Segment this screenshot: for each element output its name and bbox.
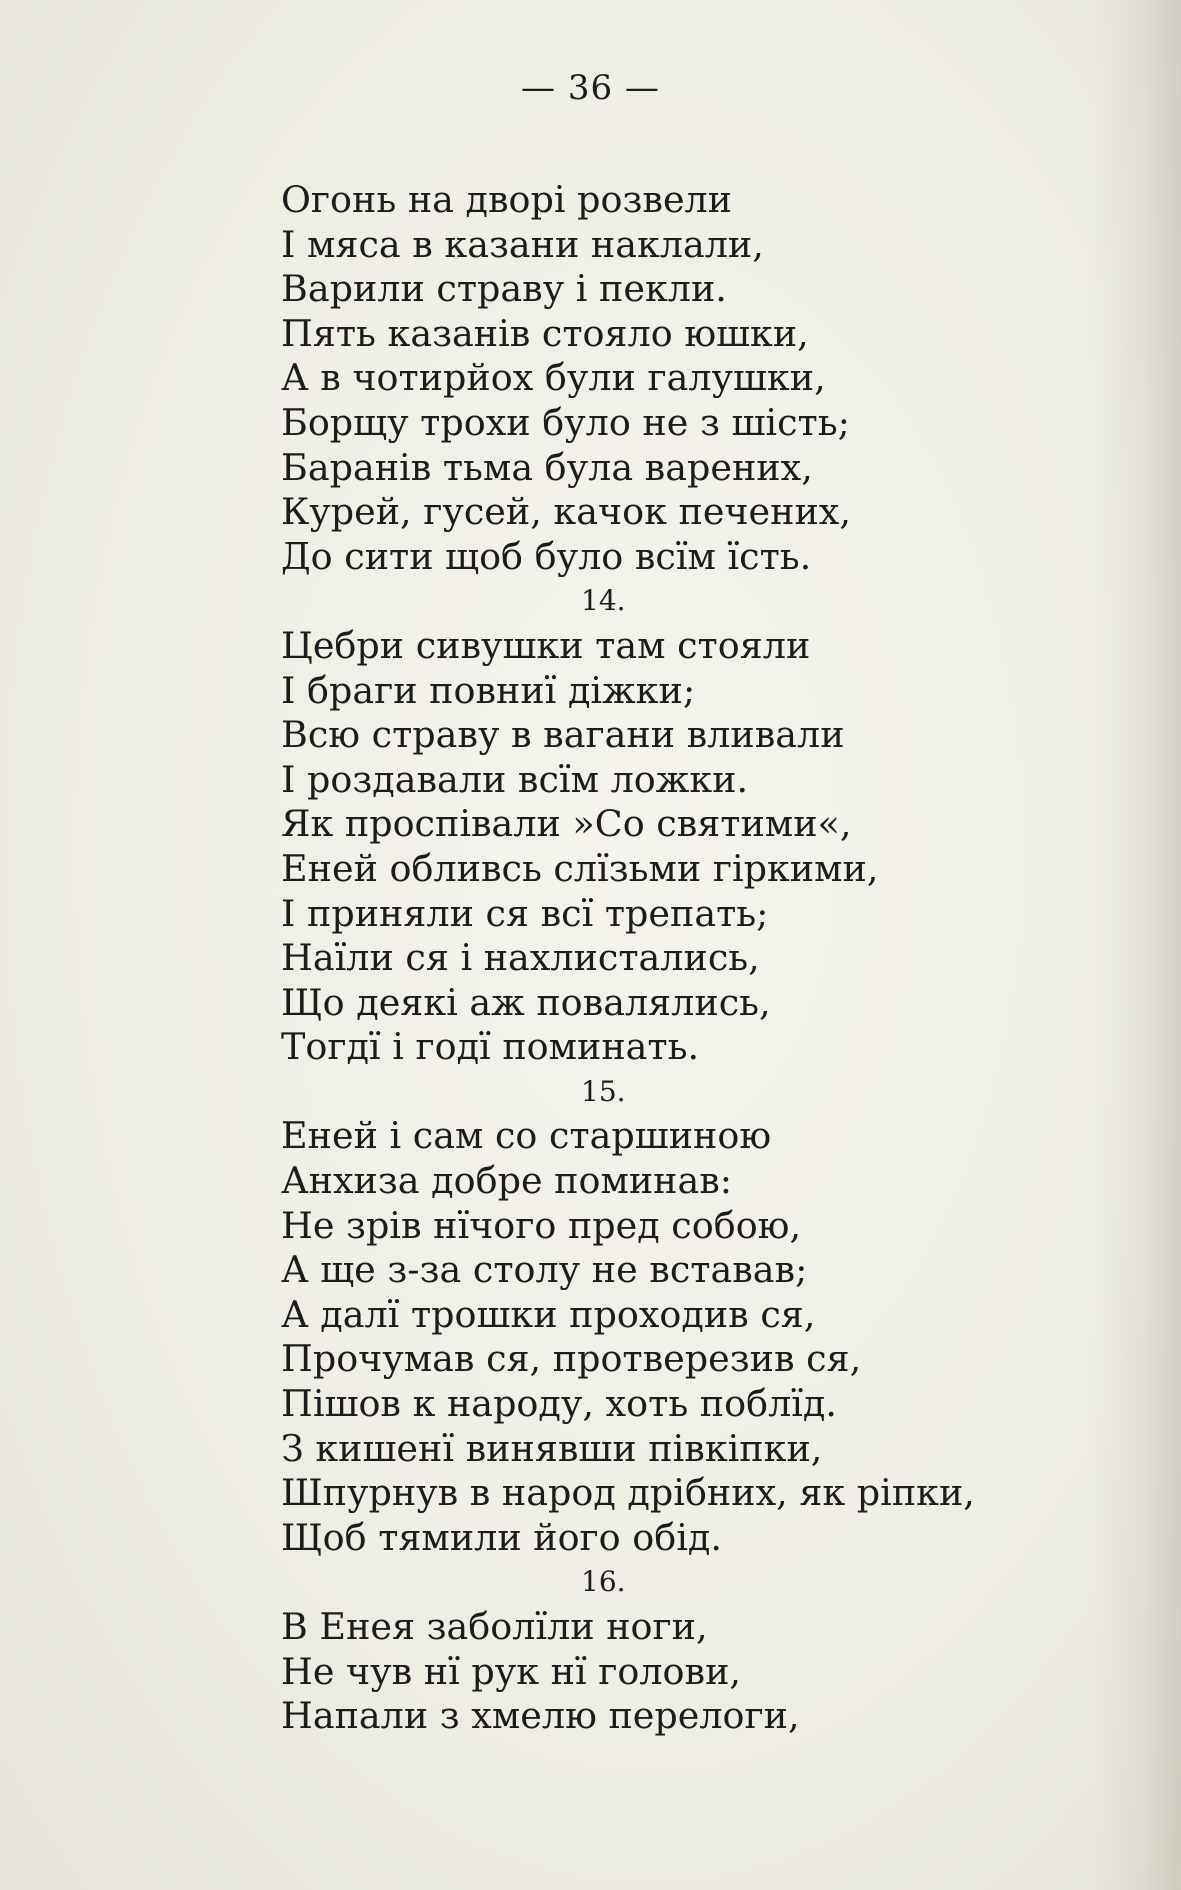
- verse-line: Пять казанів стояло юшки,: [281, 311, 809, 355]
- verse-line: Шпурнув в народ дрібних, як ріпки,: [281, 1471, 975, 1515]
- verse-line: Еней обливсь слїзьми гіркими,: [281, 846, 879, 890]
- verse-line: Баранів тьма була варених,: [281, 445, 813, 489]
- stanza-16: [281, 1560, 1101, 1738]
- stanza-14: [281, 579, 1101, 1070]
- verse-line: Прочумав ся, протверезив ся,: [281, 1337, 862, 1381]
- verse-line: І мяса в казани наклали,: [281, 222, 764, 266]
- stanza-15: [281, 1070, 1101, 1561]
- verse-line: Не чув нї рук нї голови,: [281, 1649, 741, 1693]
- verse-line: Борщу трохи було не з шість;: [281, 400, 850, 444]
- stanza-number: 16.: [581, 1565, 626, 1599]
- page-number: — 36 —: [521, 68, 660, 108]
- verse-line: І приняли ся всї трепать;: [281, 891, 769, 935]
- verse-line: З кишенї винявши півкіпки,: [281, 1426, 823, 1470]
- verse-line: Цебри сивушки там стояли: [281, 623, 811, 667]
- verse-line: В Енея заболїли ноги,: [281, 1605, 708, 1648]
- verse-line: І роздавали всїм ложки.: [281, 757, 749, 801]
- stanza-number: 14.: [581, 584, 626, 618]
- verse-line: До сити щоб було всїм їсть.: [281, 534, 812, 578]
- verse-line: А далї трошки проходив ся,: [281, 1292, 816, 1336]
- verse-line: Щоб тямили його обід.: [281, 1515, 722, 1559]
- verse-line: І браги повниї діжки;: [281, 668, 696, 712]
- verse-line: Тогдї і годї поминать.: [281, 1025, 700, 1069]
- verse-line: Що деякі аж повалялись,: [281, 980, 771, 1024]
- verse-line: Не зрів нїчого пред собою,: [281, 1203, 802, 1247]
- verse-line: Варили страву і пекли.: [281, 267, 727, 311]
- stanza-number: 15.: [581, 1074, 626, 1108]
- verse-line: Анхиза добре поминав:: [281, 1159, 733, 1203]
- verse-line: Всю страву в вагани вливали: [281, 713, 845, 757]
- verse-line: Наїли ся і нахлистались,: [281, 936, 760, 980]
- verse-line: Напали з хмелю перелоги,: [281, 1694, 800, 1738]
- poem-text: [281, 178, 1101, 1739]
- stanza-13-continued: [281, 178, 1101, 579]
- verse-line: Як проспівали »Со святими«,: [281, 802, 852, 846]
- verse-line: А в чотирйох були галушки,: [281, 356, 826, 400]
- verse-line: Еней і сам со старшиною: [281, 1114, 772, 1158]
- verse-line: Огонь на дворі розвели: [281, 178, 733, 221]
- verse-line: Курей, гусей, качок печених,: [281, 490, 851, 534]
- verse-line: А ще з-за столу не вставав;: [281, 1248, 808, 1292]
- verse-line: Пішов к народу, хоть поблїд.: [281, 1382, 838, 1426]
